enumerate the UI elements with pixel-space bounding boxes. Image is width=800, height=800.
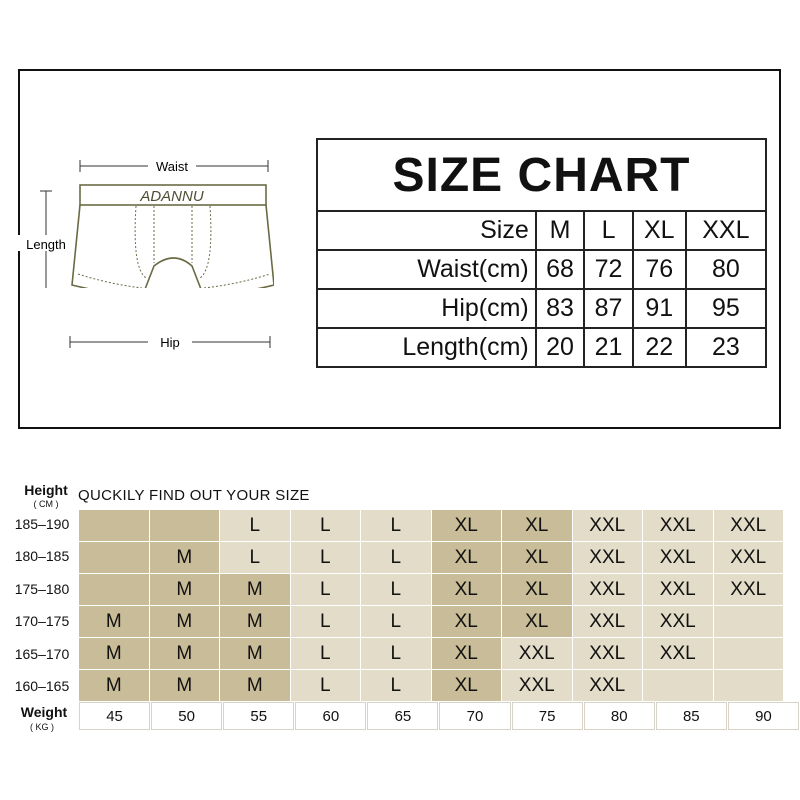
grid-cell: M xyxy=(150,574,220,605)
grid-cell xyxy=(714,606,784,637)
grid-cell: M xyxy=(150,638,220,669)
size-chart-title: SIZE CHART xyxy=(317,139,766,211)
table-cell: 72 xyxy=(584,250,633,289)
size-row-hip xyxy=(317,289,766,328)
grid-cell xyxy=(714,638,784,669)
size-header-cell: M xyxy=(536,211,585,250)
weight-cell: 90 xyxy=(728,702,799,730)
height-row-label: 160–165 xyxy=(14,678,70,694)
height-row-label: 175–180 xyxy=(14,581,70,597)
weight-unit-label: ( KG ) xyxy=(30,722,54,732)
grid-cell: XXL xyxy=(573,638,643,669)
grid-row xyxy=(79,542,783,573)
grid-cell: L xyxy=(361,510,431,541)
grid-cell: XXL xyxy=(643,542,713,573)
grid-cell: L xyxy=(291,574,361,605)
grid-cell: XL xyxy=(502,574,572,605)
grid-cell: L xyxy=(291,542,361,573)
grid-row xyxy=(79,606,783,637)
size-header-label: Size xyxy=(317,211,536,250)
height-row-label: 170–175 xyxy=(14,613,70,629)
row-label: Waist(cm) xyxy=(317,250,536,289)
grid-cell: L xyxy=(220,510,290,541)
grid-cell: L xyxy=(361,542,431,573)
weight-cell: 70 xyxy=(439,702,510,730)
size-row-length xyxy=(317,328,766,367)
grid-cell: XXL xyxy=(714,542,784,573)
weight-cell: 55 xyxy=(223,702,294,730)
grid-cell: XL xyxy=(432,670,502,701)
hip-label: Hip xyxy=(160,335,180,350)
grid-cell: L xyxy=(361,638,431,669)
waist-label: Waist xyxy=(155,159,189,174)
table-cell: 20 xyxy=(536,328,585,367)
row-label: Length(cm) xyxy=(317,328,536,367)
grid-cell: XXL xyxy=(643,606,713,637)
table-cell: 21 xyxy=(584,328,633,367)
grid-cell: M xyxy=(150,606,220,637)
grid-cell: XL xyxy=(432,510,502,541)
grid-row xyxy=(79,638,783,669)
grid-cell: L xyxy=(220,542,290,573)
grid-cell: XL xyxy=(432,606,502,637)
grid-cell: XL xyxy=(502,542,572,573)
weight-axis-label: Weight xyxy=(20,704,68,720)
weight-cell: 45 xyxy=(79,702,150,730)
grid-cell: XXL xyxy=(643,574,713,605)
weight-values-row xyxy=(79,702,799,730)
height-row-label: 185–190 xyxy=(14,516,70,532)
grid-cell: XXL xyxy=(573,606,643,637)
table-cell: 95 xyxy=(686,289,766,328)
table-cell: 22 xyxy=(633,328,686,367)
height-row-label: 165–170 xyxy=(14,646,70,662)
grid-cell: M xyxy=(220,606,290,637)
size-chart-table xyxy=(316,138,767,368)
grid-cell: M xyxy=(79,670,149,701)
grid-row xyxy=(79,670,783,701)
grid-cell: M xyxy=(220,574,290,605)
row-label: Hip(cm) xyxy=(317,289,536,328)
grid-cell: XXL xyxy=(573,574,643,605)
weight-row xyxy=(78,701,800,731)
weight-cell: 50 xyxy=(151,702,222,730)
grid-cell: XXL xyxy=(714,574,784,605)
grid-cell: L xyxy=(291,638,361,669)
size-header-cell: XXL xyxy=(686,211,766,250)
height-axis-label: Height xyxy=(24,482,68,498)
grid-cell xyxy=(79,574,149,605)
grid-cell: M xyxy=(79,606,149,637)
size-header-row xyxy=(317,211,766,250)
table-cell: 87 xyxy=(584,289,633,328)
brand-logo: ADANNU xyxy=(140,188,204,205)
height-row-label: 180–185 xyxy=(14,548,70,564)
grid-row xyxy=(79,574,783,605)
grid-cell xyxy=(79,542,149,573)
grid-cell: XXL xyxy=(502,670,572,701)
quick-finder-title: QUCKILY FIND OUT YOUR SIZE xyxy=(78,487,310,504)
weight-cell: 75 xyxy=(512,702,583,730)
quick-size-grid xyxy=(78,509,784,702)
weight-cell: 80 xyxy=(584,702,655,730)
grid-cell xyxy=(714,670,784,701)
grid-cell xyxy=(643,670,713,701)
grid-cell: XXL xyxy=(573,542,643,573)
grid-cell: L xyxy=(291,670,361,701)
weight-cell: 85 xyxy=(656,702,727,730)
grid-cell: M xyxy=(220,670,290,701)
grid-cell: XXL xyxy=(643,638,713,669)
table-cell: 23 xyxy=(686,328,766,367)
grid-cell xyxy=(150,510,220,541)
grid-cell: XXL xyxy=(502,638,572,669)
grid-cell: L xyxy=(361,574,431,605)
grid-cell: L xyxy=(361,606,431,637)
grid-cell: XXL xyxy=(573,510,643,541)
grid-cell: L xyxy=(291,606,361,637)
size-header-cell: L xyxy=(584,211,633,250)
grid-cell: M xyxy=(150,542,220,573)
size-header-cell: XL xyxy=(633,211,686,250)
hip-dimension xyxy=(60,330,280,354)
underwear-diagram xyxy=(14,88,274,288)
table-cell: 80 xyxy=(686,250,766,289)
grid-cell: XL xyxy=(502,510,572,541)
grid-row xyxy=(79,510,783,541)
grid-cell: M xyxy=(220,638,290,669)
stitching xyxy=(78,206,270,288)
weight-cell: 65 xyxy=(367,702,438,730)
grid-cell: XL xyxy=(432,638,502,669)
table-cell: 68 xyxy=(536,250,585,289)
grid-cell: XXL xyxy=(643,510,713,541)
grid-cell: XL xyxy=(432,542,502,573)
grid-cell: L xyxy=(291,510,361,541)
grid-cell: XXL xyxy=(714,510,784,541)
table-cell: 76 xyxy=(633,250,686,289)
length-label: Length xyxy=(26,237,66,252)
grid-cell xyxy=(79,510,149,541)
table-cell: 83 xyxy=(536,289,585,328)
height-unit-label: ( CM ) xyxy=(33,499,59,509)
weight-cell: 60 xyxy=(295,702,366,730)
grid-cell: L xyxy=(361,670,431,701)
grid-cell: M xyxy=(150,670,220,701)
grid-cell: M xyxy=(79,638,149,669)
grid-cell: XL xyxy=(432,574,502,605)
grid-cell: XXL xyxy=(573,670,643,701)
grid-cell: XL xyxy=(502,606,572,637)
table-cell: 91 xyxy=(633,289,686,328)
size-row-waist xyxy=(317,250,766,289)
